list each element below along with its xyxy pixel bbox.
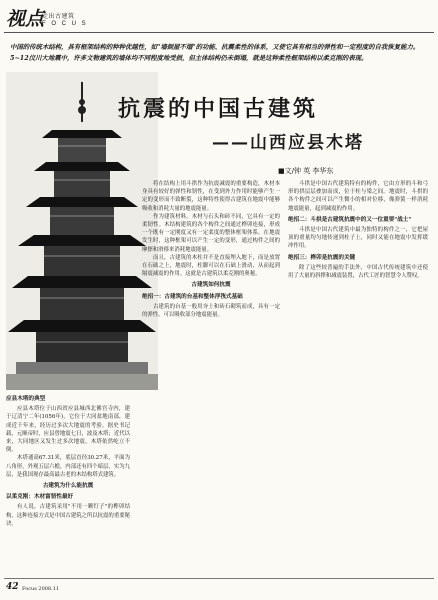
col3-paragraph: 斗拱是中国古代建筑中最为独特的构件之一，它把屋顶的重量均匀地传递到柱子上，同时又能在地震中发挥缓冲作用。 [288, 227, 428, 250]
photo-caption: 应县木塔的典型 [6, 396, 46, 402]
intro-paragraph: 中国的传统木结构，具有框架结构的种种优越性，如"墙倒屋不塌"的功能、抗震柔性的体系，又使它具有相当的弹性和一定程度的自我恢复能力。5~12汶川大地震中，许多文物建筑的墙体均不同程度地受损，但主体结构仍未倒塌，就是这种柔性框架结构以柔克刚的表现。 [10, 43, 420, 62]
section-subheading: 绝招二：斗拱是古建筑抗震中的又一位重要"战士" [288, 216, 412, 223]
col1-paragraph: 木塔通高67.31米，底层直径30.27米，平面为八角形，外观五层六檐，内部还有四个暗层，实为九层，是我国现存最高最古老的木结构塔式建筑。 [6, 455, 130, 478]
col3-paragraph: 斗拱是中国古代建筑特有的构件，它由方形的斗和弓形的拱层层叠加而成，位于柱与梁之间。地震时，斗拱的各个构件之间可以产生微小的相对位移，像弹簧一样消耗地震能量，起到减震的作用。 [288, 181, 428, 212]
col2-paragraph: 将在结构上用斗拱作为抗震减震的重要构造，木材本身具有较好的弹性和韧性，在受到外力作用时能够产生一定的变形而不致断裂，这种特性使得古建筑在地震中能够吸收和消耗大量的地震能量。 [142, 181, 280, 212]
byline: ■文/钟 英 李华东 [278, 167, 334, 175]
masthead-brand: 视点 [6, 8, 45, 30]
header-divider [4, 32, 434, 33]
section-subheading: 绝招一：古建筑的台基和整体浮筏式基础 [142, 293, 243, 300]
masthead-focus: F O C U S [42, 21, 88, 27]
page-number: 42 [6, 582, 19, 592]
section-heading: 古建筑如何抗震 [191, 282, 231, 289]
col2-paragraph: 古建筑的台基一般用夯土和砖石砌筑而成，具有一定的弹性，可以吸收部分地震能量。 [142, 303, 280, 319]
masthead-column: 走出古建筑 [42, 14, 75, 20]
column-right [288, 180, 428, 580]
footer-divider [4, 578, 434, 579]
column-left [6, 392, 130, 572]
section-heading: 古建筑为什么能抗震 [42, 483, 94, 490]
footer-publication: Focus 2008.11 [22, 586, 60, 592]
col1-paragraph: 应县木塔位于山西省应县城西北佛宫寺内，建于辽清宁二年(1056年)，它位于大同盆地南部，建成近千年来，经历过多次大地震的考验。据史书记载，元顺帝时，应县曾地震七日，波及木塔；近代以来，大同地区又发生过多次地震，木塔依然屹立不倒。 [6, 406, 130, 454]
article-title: 抗震的中国古建筑 [118, 97, 319, 122]
col3-paragraph: 除了这些较普遍的手法外，中国古代传统建筑中还使用了大量的斜撑和减震装置，古代工匠的智慧令人赞叹。 [288, 264, 428, 280]
col2-paragraph: 作为建筑材料，木材与石头和砖不同，它具有一定的柔韧性。木结构建筑的各个构件之间通过榫卯连接，形成一个既有一定刚度又有一定柔度的整体框架体系。在地震发生时，这种框架可以产生一定的变形，通过构件之间的摩擦和滑移来消耗地震能量。 [142, 213, 280, 253]
section-subheading: 以柔克刚：木材富韧性最好 [6, 494, 74, 501]
article-subtitle: ——山西应县木塔 [212, 133, 364, 153]
section-subheading: 绝招三：榫卯是抗震的关键 [288, 254, 356, 261]
col1-paragraph: 有人说，古建筑采用"不用一颗钉子"的榫卯结构，这种连接方式是中国古建筑之所以抗震的重要秘诀。 [6, 504, 130, 527]
col2-paragraph: 而且，古建筑的木柱并不是直接埋入地下，而是放置在石础之上，地震时，柱脚可以在石础上滑动，从而起到隔震减震的作用。这就是古建筑以柔克刚的奥秘。 [142, 254, 280, 278]
column-middle [142, 180, 280, 590]
